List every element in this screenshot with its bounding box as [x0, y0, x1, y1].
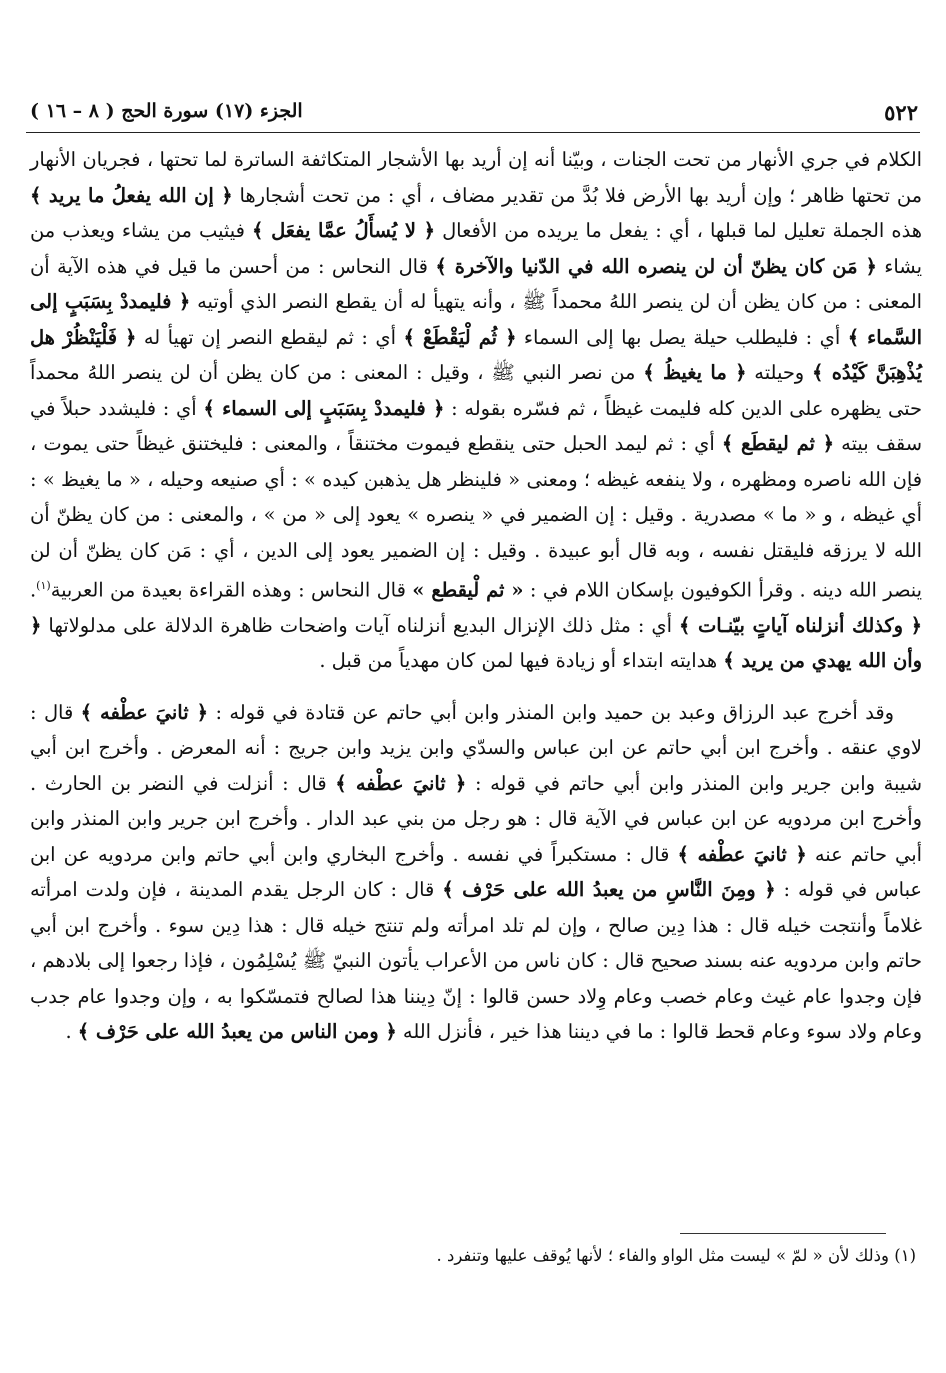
text-segment: قال النحاس : وهذه القراءة بعيدة من العربية — [50, 578, 406, 602]
paragraph-commentary — [30, 142, 922, 679]
quran-quote: ﴿ ثُم لْيَقْطَعْ ﴾ — [403, 325, 517, 349]
text-segment: قال : لاوي عنقه . وأخرج ابن أبي حاتم عن ابن عباس والسدّي وابن يزيد وابن جريج : أنه المعرض . وأخرج ابن أبي شيبة وابن جرير وابن المنذر وابن أبي حاتم في قوله : — [30, 700, 923, 795]
quran-quote: ﴿ ومن الناس من يعبدُ الله على حَرْف ﴾ — [77, 1020, 397, 1044]
text-segment: . — [65, 1020, 72, 1044]
quran-quote: ﴿ مَن كان يظنّ أن لن ينصره الله في الدّنيا والآخرة ﴾ — [435, 254, 877, 278]
paragraph-narrations — [30, 695, 922, 1050]
quran-quote: ﴿ إن الله يفعلُ ما يريد ﴾ — [30, 183, 233, 207]
text-segment: قال النحاس : من أحسن ما قيل في هذه الآية أن المعنى : من كان يظن أن لن ينصر اللهُ محمداً ﷺ ، وأنه يتهيأ له أن يقطع النصر الذي أوتيه — [30, 254, 922, 313]
quran-quote: ﴿ وكذلك أنزلناه آياتٍ بيّنـات ﴾ — [679, 613, 922, 637]
footnote: (١) وذلك لأن « لمّ » ليست مثل الواو والفاء ؛ لأنها يُوقف عليها وتنفرد . — [436, 1246, 916, 1265]
page-number: ٥٢٢ — [884, 100, 918, 125]
quran-quote: ﴿ فليمددْ بِسَبَبٍ إلى السَّماء ﴾ — [30, 290, 922, 349]
text-segment: أي : ثم ليمد الحبل حتى ينقطع فيموت مختنقاً ، والمعنى : فليختنق غيظاً حتى يموت ، فإن الله ناصره ومظهره ، ولا ينفعه غيظه ؛ ومعنى « فلينظر هل يذهبن كيده » : أي صنيعه وحيله ، « ما يغيظ » : أي غيظه ، و « ما » مصدرية . وقيل : إن الضمير في « ينصره » يعود إلى « من » ، والمعنى : من كان يظنّ أن الله لا يرزقه فليقتل نفسه ، وبه قال أبو عبيدة . وقيل : إن الضمير يعود إلى الدين ، أي : مَن كان يظنّ أن لن ينصر الله دينه . وقرأ الكوفيون بإسكان اللام في : — [30, 432, 923, 602]
quran-quote: ﴿ لا يُسأَلُ عمَّا يفعَل ﴾ — [252, 219, 435, 242]
text-segment: . — [30, 578, 37, 602]
text-segment: قال : مستكبراً في نفسه . وأخرج البخاري وابن أبي حاتم وابن مردويه عن ابن عباس في قوله : — [30, 842, 922, 902]
footnote-separator — [680, 1233, 886, 1234]
page-header — [26, 96, 920, 130]
footnote-reference: (١) — [36, 579, 51, 592]
text-segment: هدايته ابتداء أو زيادة فيها لمن كان مهدياً من قبل . — [319, 649, 718, 673]
text-segment: أي : مثل ذلك الإنزال البديع أنزلناه آيات واضحات ظاهرة الدلالة على مدلولاتها — [48, 613, 672, 637]
text-segment: وحيلته — [754, 361, 805, 384]
text-segment: أي : ثم ليقطع النصر إن تهيأ له — [143, 325, 396, 349]
quran-quote: ﴿ فَلْيَنْظُرْ هل يُذْهِبَنَّ كَيْدُه ﴾ — [30, 325, 922, 384]
text-segment: من نصر النبي ﷺ ، وقيل : المعنى : من كان يظن أن لن ينصر اللهُ محمداً حتى يظهره على الدين كله فليمت غيظاً ، ثم فسّره بقوله : — [30, 361, 923, 420]
text-segment: هذه الجملة تعليل لما قبلها ، أي : يفعل ما يريده من الأفعال — [442, 219, 922, 242]
quran-quote: ﴿ وأن الله يهدي من يريد ﴾ — [30, 613, 922, 673]
text-segment: الكلام في جري الأنهار من تحت الجنات ، وبيّنا أنه إن أريد بها الأشجار المتكاثفة الساترة لما تحتها ، فجريان الأنهار من تحتها ظاهر ؛ وإن أريد بها الأرض فلا بُدَّ من تقدير مضاف ، أي : من تحت أشجارها — [30, 148, 922, 207]
text-segment: أي : فليطلب حيلة يصل بها إلى السماء — [523, 325, 841, 349]
quran-quote: « ثم لْيقطع » — [412, 578, 524, 602]
quran-quote: ﴿ ثانيَ عطْفه ﴾ — [80, 700, 208, 724]
quran-quote: ﴿ ومِنَ النَّاسِ من يعبدُ الله على حَرْف ﴾ — [442, 878, 776, 902]
text-segment: وقد أخرج عبد الرزاق وعبد بن حميد وابن المنذر وابن أبي حاتم عن قتادة في قوله : — [215, 700, 895, 724]
main-text — [30, 142, 922, 1050]
text-segment: قال : أنزلت في النضر بن الحارث . وأخرج ابن مردويه عن ابن عباس في الآية قال : هو رجل من بني عبد الدار . وأخرج ابن جرير وابن المنذر وابن أبي حاتم عنه — [30, 771, 922, 866]
quran-quote: ﴿ ثانيَ عطْفه ﴾ — [335, 771, 467, 795]
quran-quote: ﴿ فليمددْ بِسَبَبٍ إلى السماء ﴾ — [203, 396, 445, 420]
quran-quote: ﴿ ثانيَ عطْفه ﴾ — [677, 842, 807, 866]
text-segment: أي : فليشدد حبلاً في سقف بيته — [30, 396, 922, 455]
text-segment: قال : كان الرجل يقدم المدينة ، فإن ولدت امرأته غلاماً وأنتجت خيله قال : هذا دِين صالح ، وإن لم تلد امرأته ولم تنتج خيله قال : هذا دِين سوء . وأخرج ابن أبي حاتم وابن مردويه عنه بسند صحيح قال : كان ناس من الأعراب يأتون النبيّ ﷺ يُسْلِمُون ، فإذا رجعوا إلى بلادهم ، فإن وجدوا عام غيث وعام خصب وعام وِلاد حسن قالوا : إنّ دِيننا هذا لصالح فتمسّكوا به ، وإن وجدوا عام جدب وعام ولاد سوء وعام قحط قالوا : ما في ديننا هذا خير ، فأنزل الله — [30, 878, 922, 1044]
quran-quote: ﴿ ما يغيظُ ﴾ — [643, 361, 747, 384]
text-segment: فيثيب من يشاء ويعذب من يشاء — [30, 219, 923, 278]
header-rule — [26, 132, 920, 133]
quran-quote: ﴿ ثم ليقطَع ﴾ — [721, 432, 834, 455]
running-title: الجزء (١٧) سورة الحج ( ٨ – ١٦ ) — [30, 100, 303, 122]
